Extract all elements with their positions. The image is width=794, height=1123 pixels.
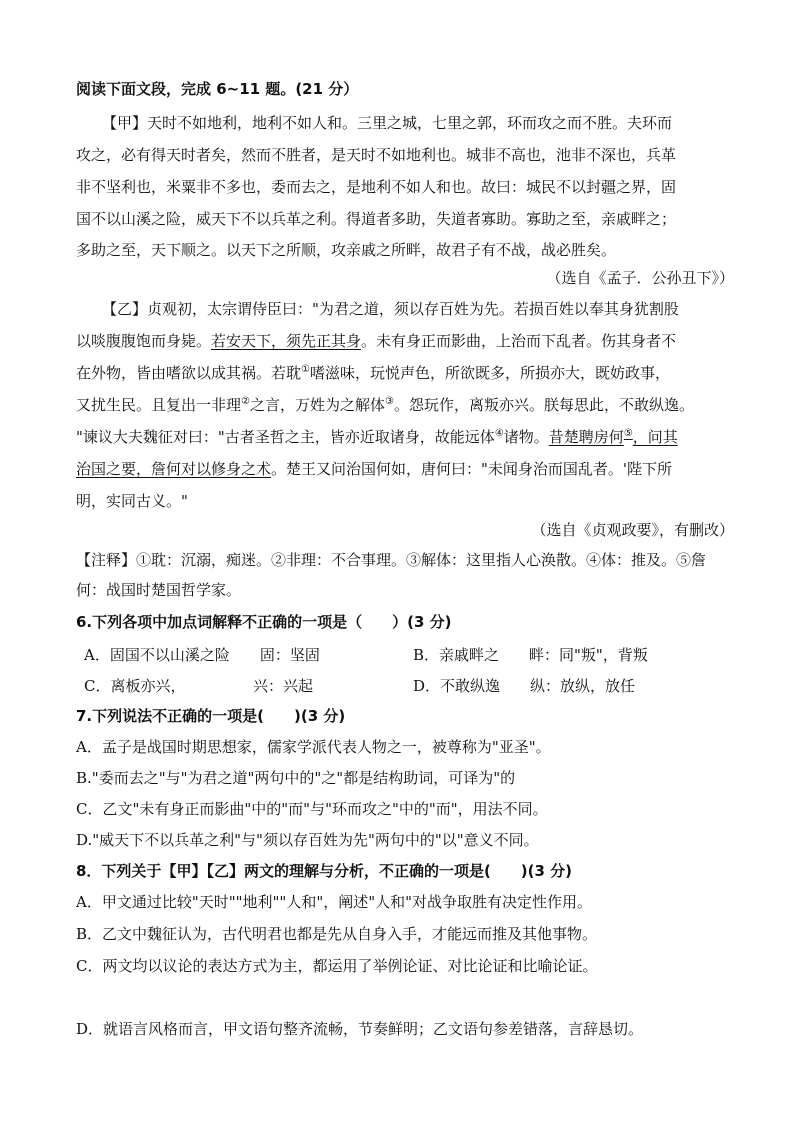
question-7-option-a: A．孟子是战国时期思想家，儒家学派代表人物之一，被尊称为"亚圣"。 [76, 738, 551, 756]
note-marker-1: ① [301, 364, 310, 375]
yi-line-5 [76, 427, 678, 447]
yi-line-3 [76, 363, 670, 383]
yi-text: 。怨玩作，离叛亦兴。朕每思此，不敢纵逸。 [393, 396, 694, 414]
notes-line-2: 何：战国时楚国哲学家。 [76, 581, 242, 599]
question-7-option-b: B."委而去之"与"为君之道"两句中的"之"都是结构助词，可译为"的 [76, 769, 516, 787]
question-6-option-a: A．固国不以山溪之险 固：坚固 [84, 646, 320, 664]
jia-line-4: 国不以山溪之险，威天下不以兵革之利。得道者多助，失道者寡助。寡助之至，亲戚畔之； [76, 210, 677, 228]
yi-text: "谏议大夫魏征对曰："古者圣哲之主，皆亦近取诸身，故能远体 [76, 428, 495, 446]
yi-text: 。未有身正而影曲，上治而下乱者。伤其身者不 [361, 332, 677, 350]
yi-line-6 [76, 459, 672, 479]
question-8-option-a: A．甲文通过比较"天时""地利""人和"，阐述"人和"对战争取胜有决定性作用。 [76, 893, 593, 911]
jia-line-3: 非不坚利也，米粟非不多也，委而去之，是地利不如人和也。故曰：城民不以封疆之界，固 [76, 178, 677, 196]
question-6-option-b: B．亲戚畔之 畔：同"叛"，背叛 [413, 646, 648, 664]
jia-line-1: 【甲】天时不如地利，地利不如人和。三里之城，七里之郭，环而攻之而不胜。夫环而 [102, 114, 673, 132]
question-8-option-c: C．两文均以议论的表达方式为主，都运用了举例论证、对比论证和比喻论证。 [76, 957, 598, 975]
yi-text: 。楚王又问治国何如，唐何曰："未闻身治而国乱者。'陛下所 [271, 460, 673, 478]
underlined-sentence: 治国之要，詹何对以修身之术 [76, 460, 272, 478]
note-marker-2: ② [241, 396, 250, 407]
question-8-option-d: D．就语言风格而言，甲文语句整齐流畅，节奏鲜明；乙文语句参差错落，言辞恳切。 [76, 1020, 644, 1038]
yi-source: （选自《贞观政要》，有删改） [531, 521, 734, 539]
yi-line-7: 明，实同古义。" [76, 492, 188, 510]
yi-line-1: 【乙】贞观初，太宗谓侍臣曰："为君之道，须以存百姓为先。若损百姓以奉其身犹割股 [102, 300, 679, 318]
yi-text: 之言，万姓为之解体 [249, 396, 385, 414]
reading-instruction: 阅读下面文段，完成 6~11 题。(21 分） [76, 80, 359, 98]
question-6-option-d: D．不敢纵逸 纵：放纵，放任 [413, 677, 636, 695]
question-8-stem: 8．下列关于【甲】【乙】两文的理解与分析，不正确的一项是( )(3 分) [76, 862, 573, 880]
question-6-option-c: C．离板亦兴， 兴：兴起 [84, 677, 313, 695]
note-marker-3: ③ [385, 396, 394, 407]
note-marker-5: ⑤ [623, 428, 633, 439]
jia-line-2: 攻之，必有得天时者矣，然而不胜者，是天时不如地利也。城非不高也，池非不深也，兵革 [76, 146, 677, 164]
yi-text: 以啖腹腹饱而身毙。 [76, 332, 212, 350]
jia-source: （选自《孟子．公孙丑下》） [546, 269, 734, 287]
question-6-stem: 6.下列各项中加点词解释不正确的一项是（ ）(3 分) [76, 613, 452, 631]
underlined-sentence: 昔楚聘房何 [548, 428, 624, 446]
question-7-option-d: D."威天下不以兵革之利"与"须以存百姓为先"两句中的"以"意义不同。 [76, 831, 539, 849]
yi-text: 又扰生民。且复出一非理 [76, 396, 242, 414]
yi-line-2 [76, 331, 676, 351]
underlined-sentence: 若安天下，须先正其身 [211, 332, 362, 350]
question-8-option-b: B．乙文中魏征认为，古代明君也都是先从自身入手，才能远而推及其他事物。 [76, 925, 598, 943]
jia-line-5: 多助之至，天下顺之。以天下之所顺，攻亲戚之所畔，故君子有不战，战必胜矣。 [76, 241, 617, 259]
yi-text: 在外物，皆由嗜欲以成其祸。若耽 [76, 364, 302, 382]
question-7-option-c: C．乙文"未有身正而影曲"中的"而"与"环而攻之"中的"而"，用法不同。 [76, 800, 548, 818]
yi-text: 嗜滋味，玩悦声色，所欲既多，所损亦大，既妨政事， [309, 364, 670, 382]
yi-text: 诸物。 [503, 428, 549, 446]
notes-line-1: 【注释】①耽：沉溺，痴迷。②非理：不合事理。③解体：这里指人心涣散。④体：推及。⑤詹 [76, 551, 707, 569]
question-7-stem: 7.下列说法不正确的一项是( )(3 分) [76, 707, 346, 725]
underlined-sentence: ，问其 [632, 428, 678, 446]
note-marker-4: ④ [494, 428, 504, 439]
yi-line-4 [76, 395, 694, 415]
